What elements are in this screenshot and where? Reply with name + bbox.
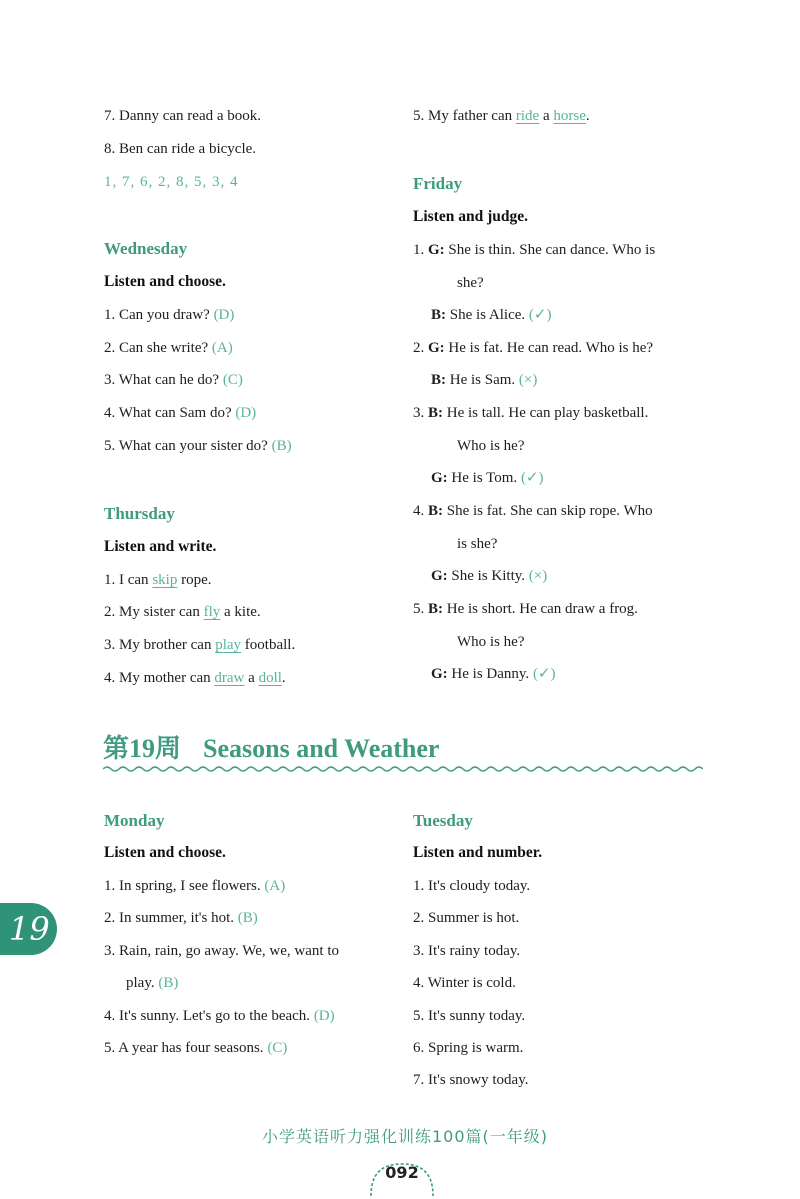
monday-line: play. (B): [126, 975, 179, 991]
friday-line: she?: [457, 275, 484, 291]
friday-line: 5. B: He is short. He can draw a frog.: [413, 601, 638, 617]
friday-line: G: He is Tom. (✓): [431, 470, 544, 486]
wednesday-item: 5. What can your sister do? (B): [104, 438, 292, 454]
monday-heading: Monday: [104, 811, 165, 830]
wednesday-item: 3. What can he do? (C): [104, 372, 243, 388]
friday-line: is she?: [457, 536, 498, 552]
chapter-number: 19: [9, 910, 50, 948]
tuesday-item: 7. It's snowy today.: [413, 1072, 529, 1088]
right-item-5: 5. My father can ride a horse.: [413, 108, 590, 124]
monday-line: 4. It's sunny. Let's go to the beach. (D): [104, 1008, 335, 1024]
wednesday-item: 2. Can she write? (A): [104, 340, 233, 356]
thursday-instruction: Listen and write.: [104, 538, 217, 555]
friday-line: 4. B: She is fat. She can skip rope. Who: [413, 503, 653, 519]
friday-line: B: He is Sam. (×): [431, 372, 538, 388]
friday-line: Who is he?: [457, 634, 525, 650]
left-item-8: 8. Ben can ride a bicycle.: [104, 141, 257, 157]
tuesday-heading: Tuesday: [413, 811, 473, 830]
wednesday-item: 1. Can you draw? (D): [104, 307, 235, 323]
wednesday-instruction: Listen and choose.: [104, 273, 226, 290]
friday-line: G: She is Kitty. (×): [431, 568, 548, 584]
friday-instruction: Listen and judge.: [413, 208, 528, 225]
friday-line: G: He is Danny. (✓): [431, 666, 556, 682]
book-title-footer: 小学英语听力强化训练100篇(一年级): [261, 1127, 549, 1146]
week-number: 第19周: [103, 734, 182, 763]
friday-line: 2. G: He is fat. He can read. Who is he?: [413, 340, 654, 356]
chapter-side-tab: [0, 903, 57, 955]
friday-line: Who is he?: [457, 438, 525, 454]
friday-line: 1. G: She is thin. She can dance. Who is: [413, 242, 656, 258]
tuesday-item: 4. Winter is cold.: [413, 975, 516, 991]
friday-heading: Friday: [413, 174, 463, 193]
thursday-item: 2. My sister can fly a kite.: [104, 604, 261, 620]
monday-line: 1. In spring, I see flowers. (A): [104, 878, 286, 894]
thursday-item: 1. I can skip rope.: [104, 572, 212, 588]
monday-instruction: Listen and choose.: [104, 844, 226, 861]
wavy-divider: [103, 763, 703, 775]
answer-order: 1, 7, 6, 2, 8, 5, 3, 4: [104, 174, 239, 190]
monday-line: 3. Rain, rain, go away. We, we, want to: [104, 943, 339, 959]
left-item-7: 7. Danny can read a book.: [104, 108, 262, 124]
tuesday-item: 6. Spring is warm.: [413, 1040, 524, 1056]
wednesday-heading: Wednesday: [104, 239, 188, 258]
tuesday-instruction: Listen and number.: [413, 844, 543, 861]
week-title: Seasons and Weather: [203, 734, 440, 763]
tuesday-item: 5. It's sunny today.: [413, 1008, 526, 1024]
monday-line: 2. In summer, it's hot. (B): [104, 910, 258, 926]
tuesday-item: 3. It's rainy today.: [413, 943, 521, 959]
monday-line: 5. A year has four seasons. (C): [104, 1040, 288, 1056]
week-heading: [103, 734, 439, 764]
thursday-heading: Thursday: [104, 504, 175, 523]
thursday-item: 4. My mother can draw a doll.: [104, 670, 286, 686]
wednesday-item: 4. What can Sam do? (D): [104, 405, 257, 421]
tuesday-item: 2. Summer is hot.: [413, 910, 520, 926]
tuesday-item: 1. It's cloudy today.: [413, 878, 531, 894]
page-number: 092: [385, 1163, 419, 1182]
thursday-item: 3. My brother can play football.: [104, 637, 296, 653]
friday-line: 3. B: He is tall. He can play basketball.: [413, 405, 649, 421]
friday-line: B: She is Alice. (✓): [431, 307, 552, 323]
